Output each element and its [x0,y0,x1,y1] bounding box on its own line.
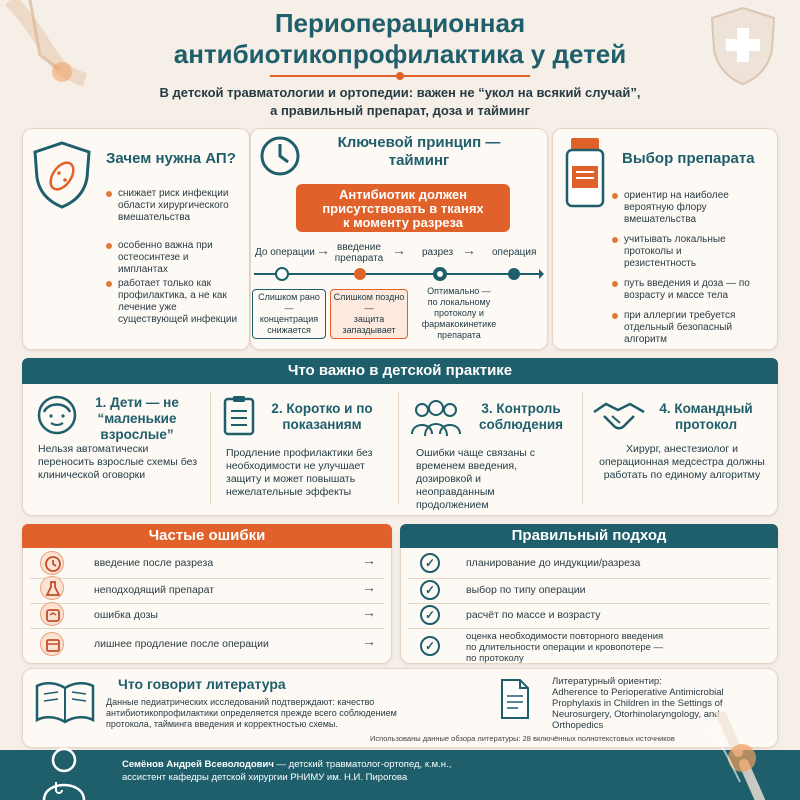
col-3-title-line-1: 3. Контроль [481,401,561,416]
team-people-icon [408,398,464,438]
practice-col-4-title [646,401,766,433]
banner-line-1: Антибиотик должен [339,187,467,202]
col-1-title-line-3: взрослые” [100,427,174,442]
literature-footnote: Использованы данные обзора литературы: 28 включённых полнотекстовых источников [370,734,675,743]
shield-bacteria-icon [30,140,94,210]
child-face-icon [36,394,78,436]
note-early-line-3: снижается [267,325,311,335]
error-divider-3 [30,628,384,629]
author-line-2: ассистент кафедры детской хирургии РНИМУ им. Н.И. Пирогова [122,772,408,783]
practice-divider-2 [398,392,399,504]
note-optimal-line-4: фармакокинетике [421,319,497,329]
error-divider-2 [30,603,384,604]
col-2-title-line-2: показаниям [282,417,362,432]
timing-title-line-2: тайминг [388,152,450,169]
note-optimal-line-2: по локальному [427,297,491,307]
reference-label: Литературный ориентир: [552,676,662,687]
error-arrow-1: → [362,552,376,568]
timing-step-4: операция [492,247,537,258]
scale-error-icon [40,602,64,626]
subtitle-line-1: В детской травматологии и ортопедии: важен не “укол на всякий случай”, [159,85,641,100]
col-3-title-line-2: соблюдения [478,417,564,432]
errors-header [22,524,392,548]
col-1-title-line-2: “маленькие [97,411,177,426]
reference-line-2: Prophylaxis in Children in the Settings of [552,698,723,709]
timing-note-optimal [414,286,504,341]
practice-col-2-text: Продление профилактики без необходимости не улучшает защиту и может повышать нежелательные эффекты [226,447,373,498]
correct-item-3: расчёт по массе и возрасту [466,609,601,621]
calendar-error-icon [40,632,64,656]
clock-icon [258,134,302,178]
literature-text-line-3: протокола, тайминга введения и корректностью схемы. [106,719,338,729]
error-item-3: ошибка дозы [94,609,158,621]
why-item-1: снижает риск инфекции области хирургического вмешательства [118,188,238,224]
medical-shield-icon [706,4,780,88]
check-glyph: ✓ [424,608,436,622]
timing-step-2-line-2: препарата [334,253,384,264]
check-icon [420,553,440,573]
author-name: Семёнов Андрей Всеволодович [122,759,274,770]
author-line-1 [122,758,451,771]
choice-title: Выбор препарата [622,150,755,167]
choice-item-4: при аллергии требуется отдельный безопасный алгоритм [624,310,754,346]
error-item-1: введение после разреза [94,557,214,569]
handshake-icon [592,398,646,434]
note-optimal-line-3: протоколу и [434,308,484,318]
timing-step-3: разрез [422,247,454,258]
error-divider-1 [30,578,384,579]
choice-item-1: ориентир на наиболее вероятную флору вмешательства [624,190,764,226]
medicine-vial-icon [562,136,608,210]
note-early-line-1: Слишком рано — [258,292,320,313]
literature-text-line-1: Данные педиатрических исследований подтверждают: качество [106,697,375,707]
correct-item-4 [466,631,663,664]
col-1-title-line-1: 1. Дети — не [95,395,179,410]
page-subtitle [100,84,700,120]
note-late-line-1: Слишком поздно — [333,292,405,313]
title-line-2: антибиотикопрофилактика у детей [173,39,627,69]
error-item-4: лишнее продление после операции [94,638,269,650]
subtitle-line-2: а правильный препарат, доза и тайминг [270,103,530,118]
practice-divider-1 [210,392,211,504]
note-late-line-2: защита [353,314,385,324]
reference-line-1: Adherence to Perioperative Antimicrobial [552,687,724,698]
timing-arrow-1: → [316,242,330,258]
banner-line-2: присутствовать в тканях [322,201,484,216]
literature-title: Что говорит литература [118,676,286,692]
note-optimal-line-1: Оптимально — [427,286,491,296]
error-arrow-3: → [362,604,376,620]
choice-item-2: учитывать локальные протоколы и резистентность [624,234,744,270]
practice-col-1-title [82,395,192,443]
check-glyph: ✓ [424,556,436,570]
timing-step-1: До операции [255,247,315,258]
correct-item-4-line-3: по протоколу [466,653,524,664]
why-item-2: особенно важна при остеосинтезе и имплантах [118,240,238,276]
check-icon [420,636,440,656]
correct-header [400,524,778,548]
error-arrow-4: → [362,633,376,649]
why-title: Зачем нужна АП? [106,150,236,167]
author-info [122,758,451,784]
correct-divider-1 [408,578,770,579]
practice-divider-3 [582,392,583,504]
correct-item-4-line-2: по длительности операции и кровопотере — [466,642,664,653]
timing-arrow-2: → [392,242,406,258]
skeleton-knee-illustration [0,0,110,90]
reference-line-3: Neurosurgery, Otorhinolaryngology, and [552,709,720,720]
practice-col-3-text: Ошибки чаще связаны с временем введения, дозировкой и неоправданным продолжением [416,447,535,511]
col-4-title-line-2: протокол [674,417,738,432]
check-icon [420,580,440,600]
why-item-3: работает только как профилактика, а не как лечение уже существующей инфекции [118,278,238,325]
timing-title-line-1: Ключевой принцип — [337,134,501,151]
clock-error-icon [40,551,64,575]
literature-text-line-2: антибиотикопрофилактики определяется прежде всего соблюдением [106,708,397,718]
title-divider-dot [396,72,404,80]
clipboard-checklist-icon [222,394,256,436]
timing-step-2 [334,242,384,264]
practice-col-2-title [262,401,382,433]
title-line-1: Периоперационная [274,8,526,38]
practice-col-3-title [466,401,576,433]
timing-arrow-3: → [462,242,476,258]
correct-item-4-line-1: оценка необходимости повторного введения [466,631,664,642]
timing-note-late [330,289,408,339]
error-arrow-2: → [362,579,376,595]
error-item-2: неподходящий препарат [94,584,215,596]
correct-divider-2 [408,603,770,604]
choice-item-3: путь введения и доза — по возрасту и массе тела [624,278,754,302]
literature-reference [552,676,724,731]
timing-banner [296,184,510,232]
reference-line-4: Orthopedics [552,720,604,731]
col-2-title-line-1: 2. Коротко и по [271,401,373,416]
banner-line-3: к моменту разреза [342,215,464,230]
correct-divider-3 [408,628,770,629]
col-4-title-line-1: 4. Командный [659,401,753,416]
practice-col-1-text: Нельзя автоматически переносить взрослые схемы без клинической оговорки [38,443,198,481]
correct-item-2: выбор по типу операции [466,584,586,596]
note-late-line-3: запаздывает [342,325,396,335]
page-title [100,8,700,70]
practice-header [22,358,778,384]
doctor-avatar-icon [40,744,88,800]
check-glyph: ✓ [424,583,436,597]
errors-title: Частые ошибки [148,527,266,544]
author-title: — детский травматолог-ортопед, к.м.н., [273,759,452,770]
timing-note-early [252,289,326,339]
timing-title [300,134,538,170]
open-book-icon [34,680,96,724]
timeline [254,264,544,284]
practice-col-4-text: Хирург, анестезиолог и операционная медсестра должны работать по единому алгоритму [599,443,765,481]
timing-step-2-line-1: введение [337,242,381,253]
correct-title: Правильный подход [511,527,667,544]
note-early-line-2: концентрация [259,314,319,324]
note-optimal-line-5: препарата [437,330,481,340]
knee-joint-icon [700,712,790,800]
correct-item-1: планирование до индукции/разреза [466,557,641,569]
practice-title: Что важно в детской практике [287,362,513,379]
document-icon [498,678,532,720]
literature-text [106,697,397,730]
flask-error-icon [40,576,64,600]
check-icon [420,605,440,625]
check-glyph: ✓ [424,639,436,653]
